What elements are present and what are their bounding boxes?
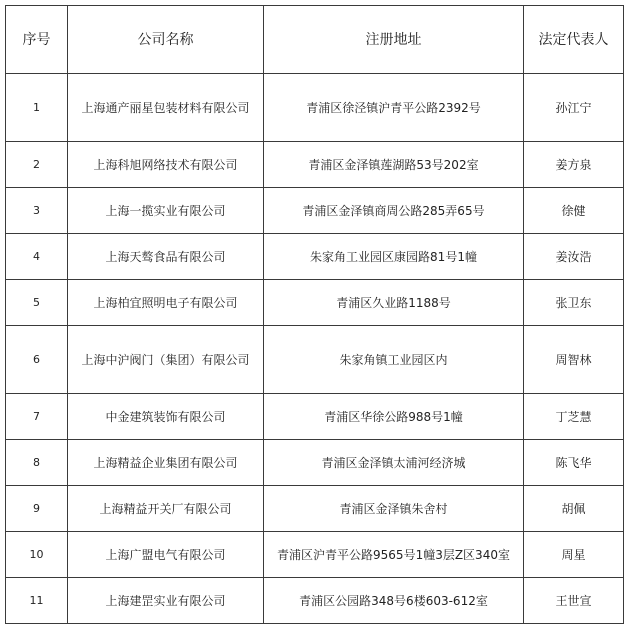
cell-serial: 2 bbox=[6, 142, 68, 188]
table-row bbox=[6, 234, 624, 280]
table-row bbox=[6, 440, 624, 486]
cell-representative: 王世宣 bbox=[524, 578, 624, 624]
cell-serial: 3 bbox=[6, 188, 68, 234]
table-row bbox=[6, 280, 624, 326]
cell-address: 朱家角工业园区康园路81号1幢 bbox=[264, 234, 524, 280]
cell-company: 上海精益开关厂有限公司 bbox=[68, 486, 264, 532]
cell-serial: 4 bbox=[6, 234, 68, 280]
cell-representative: 丁芝慧 bbox=[524, 394, 624, 440]
cell-representative: 张卫东 bbox=[524, 280, 624, 326]
table-row bbox=[6, 486, 624, 532]
header-row bbox=[6, 6, 624, 74]
table-row bbox=[6, 326, 624, 394]
cell-address: 青浦区金泽镇商周公路285弄65号 bbox=[264, 188, 524, 234]
cell-serial: 8 bbox=[6, 440, 68, 486]
company-table bbox=[5, 5, 624, 624]
cell-representative: 徐健 bbox=[524, 188, 624, 234]
cell-address: 青浦区公园路348号6楼603-612室 bbox=[264, 578, 524, 624]
header-address: 注册地址 bbox=[264, 6, 524, 74]
cell-address: 青浦区久业路1188号 bbox=[264, 280, 524, 326]
cell-representative: 陈飞华 bbox=[524, 440, 624, 486]
header-representative: 法定代表人 bbox=[524, 6, 624, 74]
cell-company: 上海广盟电气有限公司 bbox=[68, 532, 264, 578]
cell-company: 上海一揽实业有限公司 bbox=[68, 188, 264, 234]
cell-company: 上海建罡实业有限公司 bbox=[68, 578, 264, 624]
cell-address: 青浦区徐泾镇沪青平公路2392号 bbox=[264, 74, 524, 142]
cell-address: 青浦区沪青平公路9565号1幢3层Z区340室 bbox=[264, 532, 524, 578]
cell-company: 上海通产丽星包装材料有限公司 bbox=[68, 74, 264, 142]
cell-address: 青浦区华徐公路988号1幢 bbox=[264, 394, 524, 440]
cell-serial: 10 bbox=[6, 532, 68, 578]
cell-representative: 周星 bbox=[524, 532, 624, 578]
cell-serial: 1 bbox=[6, 74, 68, 142]
cell-representative: 孙江宁 bbox=[524, 74, 624, 142]
cell-serial: 11 bbox=[6, 578, 68, 624]
cell-address: 青浦区金泽镇朱舍村 bbox=[264, 486, 524, 532]
cell-representative: 胡佩 bbox=[524, 486, 624, 532]
cell-representative: 周智林 bbox=[524, 326, 624, 394]
cell-representative: 姜方泉 bbox=[524, 142, 624, 188]
table-row bbox=[6, 394, 624, 440]
table-row bbox=[6, 74, 624, 142]
cell-address: 青浦区金泽镇太浦河经济城 bbox=[264, 440, 524, 486]
cell-company: 上海中沪阀门（集团）有限公司 bbox=[68, 326, 264, 394]
table-row bbox=[6, 188, 624, 234]
cell-serial: 7 bbox=[6, 394, 68, 440]
cell-company: 上海天骜食品有限公司 bbox=[68, 234, 264, 280]
table-row bbox=[6, 532, 624, 578]
header-serial: 序号 bbox=[6, 6, 68, 74]
cell-company: 上海精益企业集团有限公司 bbox=[68, 440, 264, 486]
cell-address: 朱家角镇工业园区内 bbox=[264, 326, 524, 394]
table-row bbox=[6, 142, 624, 188]
header-company: 公司名称 bbox=[68, 6, 264, 74]
cell-company: 中金建筑装饰有限公司 bbox=[68, 394, 264, 440]
cell-serial: 5 bbox=[6, 280, 68, 326]
cell-company: 上海柏宜照明电子有限公司 bbox=[68, 280, 264, 326]
cell-representative: 姜汝浩 bbox=[524, 234, 624, 280]
cell-company: 上海科旭网络技术有限公司 bbox=[68, 142, 264, 188]
cell-serial: 6 bbox=[6, 326, 68, 394]
table-row bbox=[6, 578, 624, 624]
cell-serial: 9 bbox=[6, 486, 68, 532]
cell-address: 青浦区金泽镇莲湖路53号202室 bbox=[264, 142, 524, 188]
